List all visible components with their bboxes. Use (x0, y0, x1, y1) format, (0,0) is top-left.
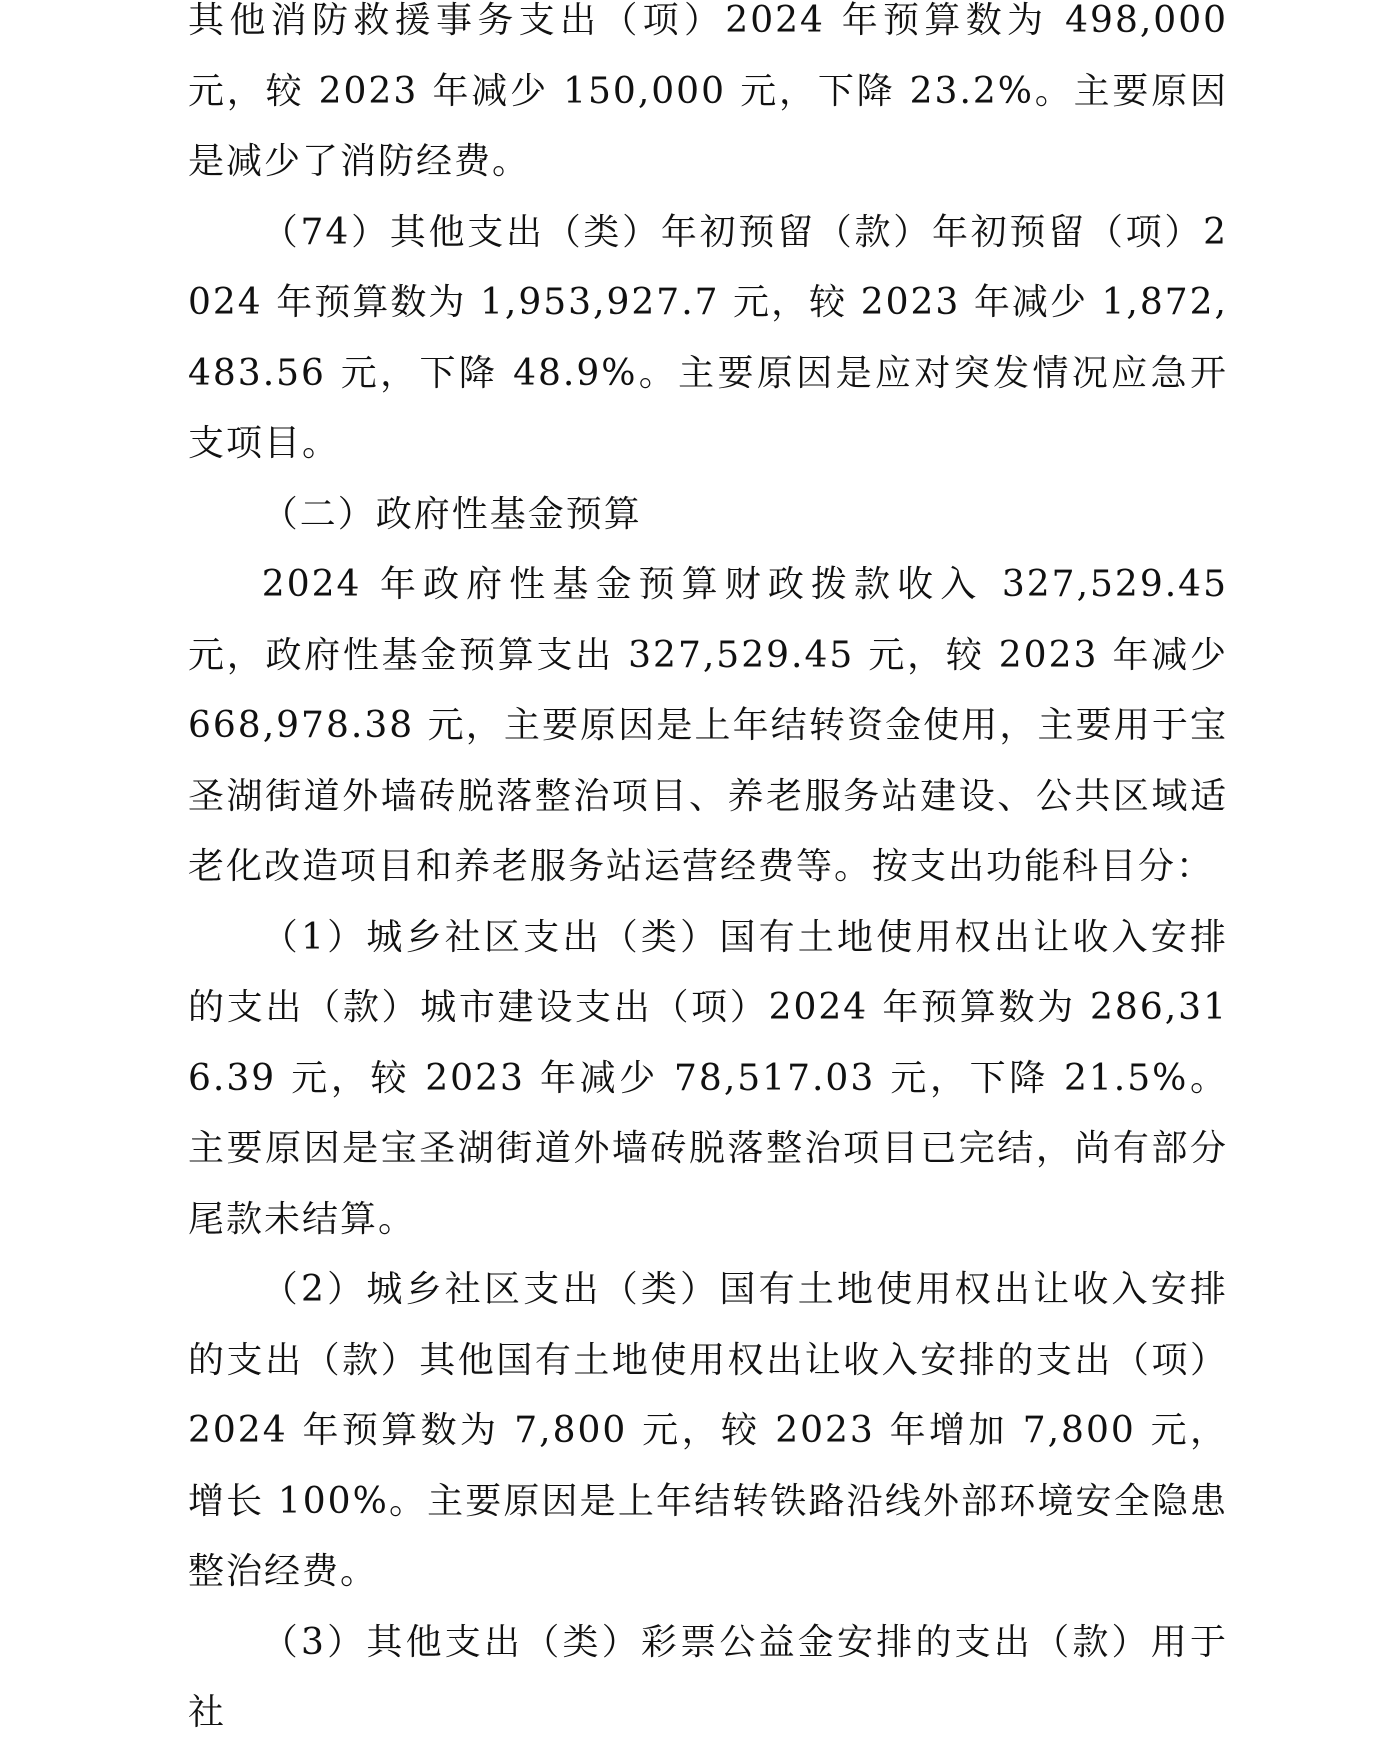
section-heading-government-fund-budget: （二）政府性基金预算 (261, 493, 642, 535)
paragraph-fund-budget-summary: 2024 年政府性基金预算财政拨款收入 327,529.45 元，政府性基金预算支出 327,529.45 元，较 2023 年减少 668,978.38 元，主要原因是上年结转资金使用，主要用于宝圣湖街道外墙砖脱落整治项目、养老服务站建设、公共区域适老化改造项目和养老服务站运营经费等。按支出功能科目分： (188, 564, 1228, 887)
paragraph-fire-rescue-expense: 其他消防救援事务支出（项）2024 年预算数为 498,000 元，较 2023 年减少 150,000 元，下降 23.2%。主要原因是减少了消防经费。 (188, 0, 1228, 182)
paragraph-reserve-expense: （74）其他支出（类）年初预留（款）年初预留（项）2024 年预算数为 1,953,927.7 元，较 2023 年减少 1,872,483.56 元，下降 48.9%。主要原因是应对突发情况应急开支项目。 (188, 211, 1228, 464)
document-page (188, 0, 1228, 1749)
paragraph-item-3-lottery-fund: （3）其他支出（类）彩票公益金安排的支出（款）用于社 (188, 1621, 1228, 1733)
paragraph-item-1-city-construction: （1）城乡社区支出（类）国有土地使用权出让收入安排的支出（款）城市建设支出（项）2024 年预算数为 286,316.39 元，较 2023 年减少 78,517.03 元，下降 21.5%。主要原因是宝圣湖街道外墙砖脱落整治项目已完结，尚有部分尾款未结算。 (188, 916, 1228, 1240)
paragraph-item-2-other-land-revenue: （2）城乡社区支出（类）国有土地使用权出让收入安排的支出（款）其他国有土地使用权出让收入安排的支出（项）2024 年预算数为 7,800 元，较 2023 年增加 7,800 元，增长 100%。主要原因是上年结转铁路沿线外部环境安全隐患整治经费。 (188, 1269, 1228, 1592)
